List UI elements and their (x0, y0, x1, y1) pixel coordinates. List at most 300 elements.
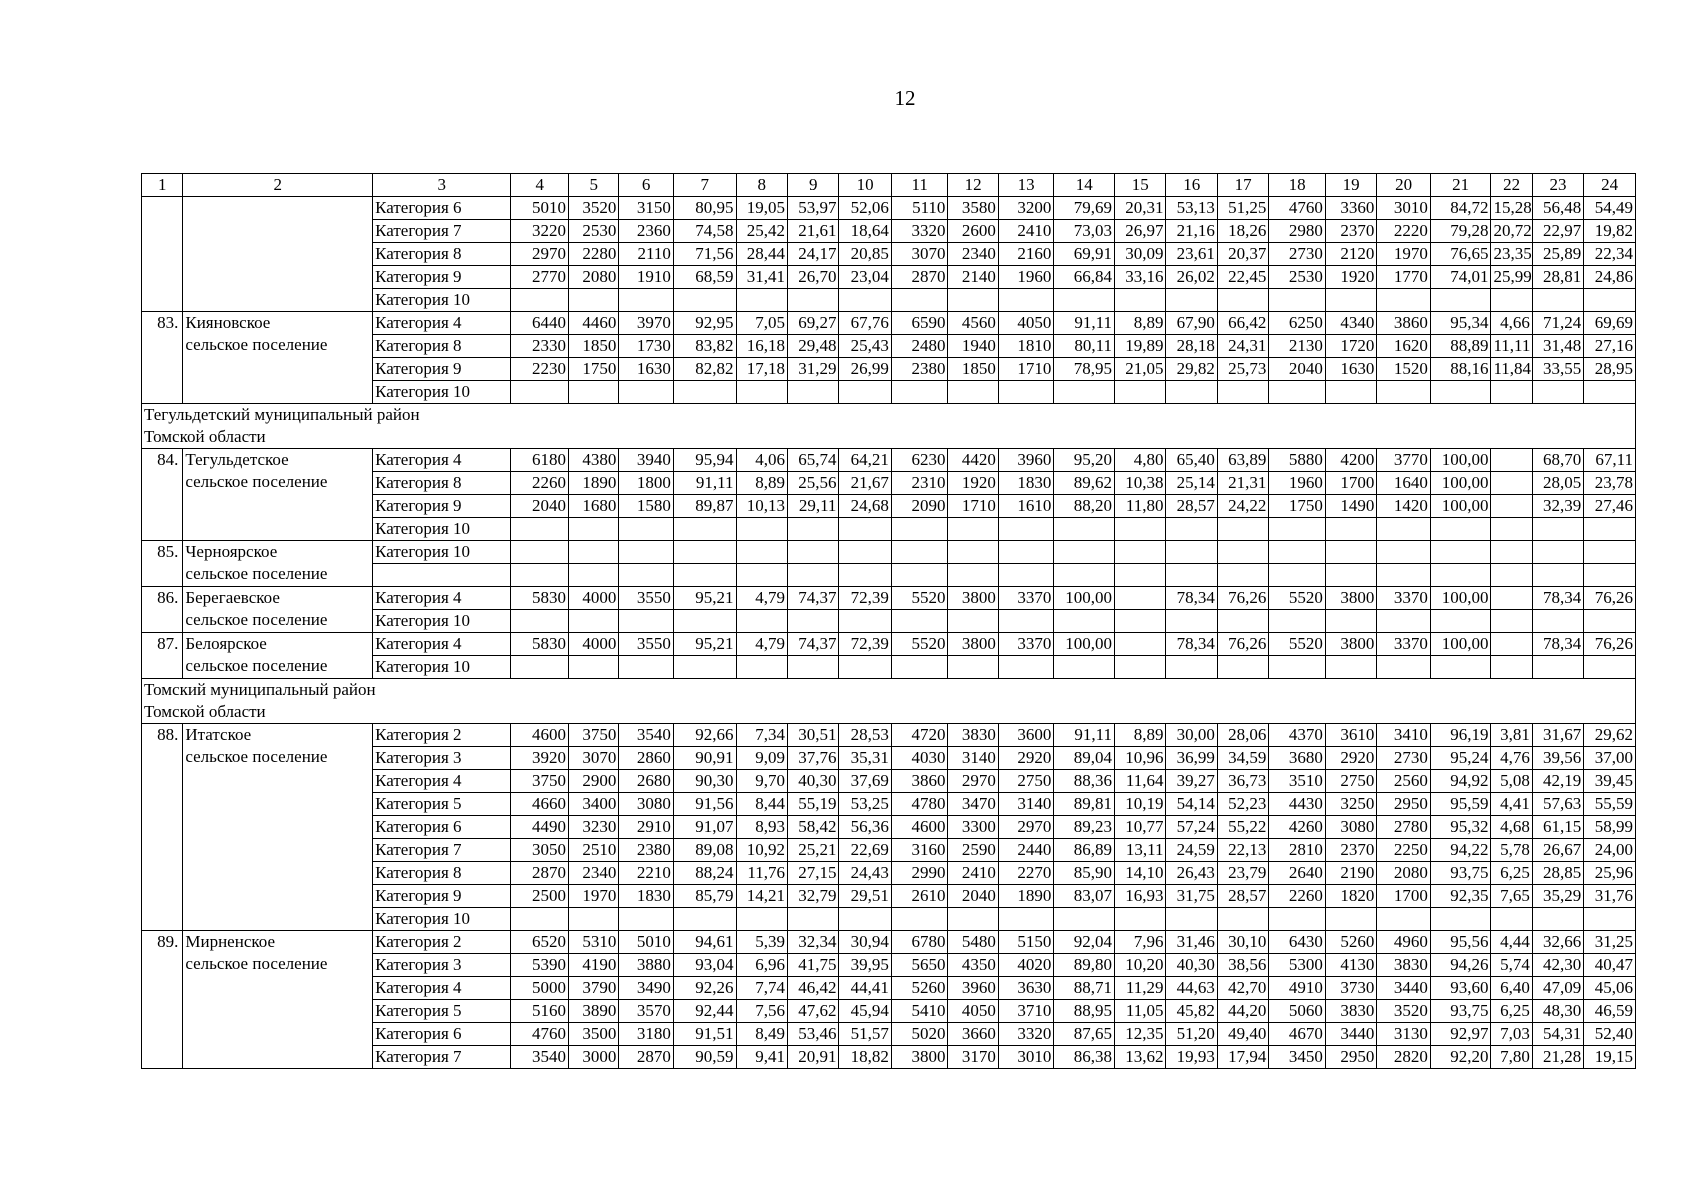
value-cell: 45,94 (839, 1000, 891, 1023)
value-cell: 2510 (568, 839, 618, 862)
value-cell: 94,92 (1430, 770, 1491, 793)
value-cell: 28,85 (1532, 862, 1583, 885)
settlement-name (183, 197, 373, 312)
value-cell: 82,82 (673, 358, 736, 381)
value-cell (1114, 289, 1165, 312)
value-cell (1166, 381, 1217, 404)
value-cell: 72,39 (839, 633, 891, 656)
value-cell: 89,62 (1054, 472, 1115, 495)
value-cell: 5830 (511, 633, 569, 656)
category-cell: Категория 6 (373, 816, 511, 839)
value-cell: 2870 (511, 862, 569, 885)
category-cell: Категория 10 (373, 541, 511, 564)
value-cell: 33,55 (1532, 358, 1583, 381)
value-cell (1532, 908, 1583, 931)
value-cell (1325, 908, 1376, 931)
column-header-1: 1 (142, 174, 183, 197)
value-cell: 4,44 (1491, 931, 1532, 954)
value-cell: 36,73 (1217, 770, 1268, 793)
value-cell: 1680 (568, 495, 618, 518)
value-cell: 6440 (511, 312, 569, 335)
value-cell: 13,62 (1114, 1046, 1165, 1069)
value-cell: 40,30 (787, 770, 838, 793)
value-cell: 3890 (568, 1000, 618, 1023)
value-cell: 31,76 (1584, 885, 1636, 908)
value-cell: 45,06 (1584, 977, 1636, 1000)
value-cell: 20,37 (1217, 243, 1268, 266)
value-cell: 93,04 (673, 954, 736, 977)
value-cell: 3490 (619, 977, 674, 1000)
value-cell: 95,21 (673, 587, 736, 610)
value-cell: 3520 (568, 197, 618, 220)
value-cell (568, 518, 618, 541)
value-cell: 65,74 (787, 449, 838, 472)
value-cell: 29,11 (787, 495, 838, 518)
value-cell (1491, 472, 1532, 495)
value-cell: 2950 (1325, 1046, 1376, 1069)
value-cell: 5000 (511, 977, 569, 1000)
value-cell: 72,39 (839, 587, 891, 610)
value-cell: 29,62 (1584, 724, 1636, 747)
value-cell: 4340 (1325, 312, 1376, 335)
value-cell: 100,00 (1430, 633, 1491, 656)
value-cell: 3860 (891, 770, 948, 793)
value-cell (1325, 541, 1376, 564)
value-cell: 22,45 (1217, 266, 1268, 289)
value-cell (1532, 610, 1583, 633)
value-cell: 17,94 (1217, 1046, 1268, 1069)
value-cell: 18,26 (1217, 220, 1268, 243)
value-cell: 4190 (568, 954, 618, 977)
value-cell: 1770 (1377, 266, 1431, 289)
category-cell: Категория 6 (373, 1023, 511, 1046)
value-cell (948, 518, 998, 541)
settlement-name: Берегаевское сельское поселение (183, 587, 373, 633)
value-cell: 4960 (1377, 931, 1431, 954)
value-cell: 87,65 (1054, 1023, 1115, 1046)
value-cell (1217, 656, 1268, 679)
value-cell: 1970 (568, 885, 618, 908)
value-cell: 57,63 (1532, 793, 1583, 816)
value-cell: 85,90 (1054, 862, 1115, 885)
value-cell (839, 656, 891, 679)
value-cell: 6180 (511, 449, 569, 472)
value-cell (736, 908, 787, 931)
category-cell (373, 564, 511, 587)
value-cell: 1610 (998, 495, 1054, 518)
value-cell: 80,11 (1054, 335, 1115, 358)
value-cell: 1960 (998, 266, 1054, 289)
value-cell (1325, 564, 1376, 587)
value-cell: 78,34 (1532, 633, 1583, 656)
value-cell (1166, 908, 1217, 931)
settlement-name: Белоярское сельское поселение (183, 633, 373, 679)
value-cell: 5520 (1269, 587, 1326, 610)
value-cell: 28,57 (1166, 495, 1217, 518)
value-cell (998, 564, 1054, 587)
value-cell: 26,43 (1166, 862, 1217, 885)
value-cell: 90,91 (673, 747, 736, 770)
value-cell: 3160 (891, 839, 948, 862)
value-cell: 2910 (619, 816, 674, 839)
value-cell: 3080 (619, 793, 674, 816)
value-cell: 3960 (948, 977, 998, 1000)
value-cell: 86,38 (1054, 1046, 1115, 1069)
value-cell: 19,89 (1114, 335, 1165, 358)
value-cell: 2610 (891, 885, 948, 908)
value-cell (1377, 541, 1431, 564)
column-header-16: 16 (1166, 174, 1217, 197)
value-cell: 68,70 (1532, 449, 1583, 472)
value-cell (1430, 656, 1491, 679)
table-row (142, 541, 1636, 564)
value-cell (891, 656, 948, 679)
value-cell: 23,78 (1584, 472, 1636, 495)
category-cell: Категория 7 (373, 1046, 511, 1069)
value-cell (998, 289, 1054, 312)
value-cell: 1700 (1377, 885, 1431, 908)
value-cell (1532, 381, 1583, 404)
value-cell: 78,95 (1054, 358, 1115, 381)
value-cell: 3960 (998, 449, 1054, 472)
value-cell: 54,14 (1166, 793, 1217, 816)
value-cell: 69,69 (1584, 312, 1636, 335)
value-cell: 67,90 (1166, 312, 1217, 335)
value-cell (1166, 289, 1217, 312)
value-cell: 5480 (948, 931, 998, 954)
value-cell: 91,11 (673, 472, 736, 495)
value-cell (891, 289, 948, 312)
value-cell: 31,48 (1532, 335, 1583, 358)
value-cell: 1850 (568, 335, 618, 358)
value-cell: 21,05 (1114, 358, 1165, 381)
value-cell: 10,92 (736, 839, 787, 862)
value-cell: 3050 (511, 839, 569, 862)
category-cell: Категория 4 (373, 587, 511, 610)
value-cell (619, 908, 674, 931)
value-cell: 3370 (998, 587, 1054, 610)
value-cell: 40,47 (1584, 954, 1636, 977)
value-cell: 1490 (1325, 495, 1376, 518)
value-cell: 4,06 (736, 449, 787, 472)
entry-number: 85. (142, 541, 183, 587)
value-cell: 92,26 (673, 977, 736, 1000)
value-cell (1491, 587, 1532, 610)
value-cell: 23,61 (1166, 243, 1217, 266)
value-cell: 52,23 (1217, 793, 1268, 816)
column-header-7: 7 (673, 174, 736, 197)
value-cell: 1640 (1377, 472, 1431, 495)
value-cell: 48,30 (1532, 1000, 1583, 1023)
value-cell (1491, 564, 1532, 587)
settlement-name: Черноярское сельское поселение (183, 541, 373, 587)
value-cell (1054, 289, 1115, 312)
column-header-19: 19 (1325, 174, 1376, 197)
value-cell (1166, 564, 1217, 587)
value-cell: 23,35 (1491, 243, 1532, 266)
value-cell: 3660 (948, 1023, 998, 1046)
value-cell: 3800 (1325, 633, 1376, 656)
value-cell: 10,38 (1114, 472, 1165, 495)
value-cell: 31,29 (787, 358, 838, 381)
category-cell: Категория 8 (373, 335, 511, 358)
value-cell: 89,80 (1054, 954, 1115, 977)
value-cell: 6,25 (1491, 1000, 1532, 1023)
value-cell: 1730 (619, 335, 674, 358)
value-cell: 95,24 (1430, 747, 1491, 770)
value-cell (619, 564, 674, 587)
value-cell: 3940 (619, 449, 674, 472)
value-cell: 88,71 (1054, 977, 1115, 1000)
value-cell: 2140 (948, 266, 998, 289)
value-cell: 20,72 (1491, 220, 1532, 243)
value-cell: 95,20 (1054, 449, 1115, 472)
value-cell (891, 518, 948, 541)
value-cell: 90,30 (673, 770, 736, 793)
value-cell: 1620 (1377, 335, 1431, 358)
value-cell: 2410 (998, 220, 1054, 243)
value-cell: 28,95 (1584, 358, 1636, 381)
value-cell (1114, 381, 1165, 404)
value-cell: 42,70 (1217, 977, 1268, 1000)
value-cell: 3580 (948, 197, 998, 220)
value-cell: 3370 (1377, 633, 1431, 656)
value-cell: 5830 (511, 587, 569, 610)
value-cell: 95,21 (673, 633, 736, 656)
value-cell: 31,75 (1166, 885, 1217, 908)
value-cell (736, 518, 787, 541)
value-cell: 24,31 (1217, 335, 1268, 358)
value-cell: 90,59 (673, 1046, 736, 1069)
category-cell: Категория 5 (373, 793, 511, 816)
value-cell: 69,27 (787, 312, 838, 335)
value-cell: 83,07 (1054, 885, 1115, 908)
value-cell: 4670 (1269, 1023, 1326, 1046)
category-cell: Категория 9 (373, 358, 511, 381)
value-cell: 24,00 (1584, 839, 1636, 862)
value-cell: 4050 (948, 1000, 998, 1023)
value-cell: 25,43 (839, 335, 891, 358)
value-cell (948, 908, 998, 931)
value-cell: 3470 (948, 793, 998, 816)
value-cell: 4460 (568, 312, 618, 335)
value-cell (1584, 289, 1636, 312)
value-cell: 44,41 (839, 977, 891, 1000)
value-cell (1377, 518, 1431, 541)
value-cell (891, 610, 948, 633)
value-cell (1584, 908, 1636, 931)
value-cell: 25,99 (1491, 266, 1532, 289)
value-cell: 30,94 (839, 931, 891, 954)
value-cell (998, 656, 1054, 679)
value-cell (1491, 633, 1532, 656)
value-cell: 2560 (1377, 770, 1431, 793)
value-cell: 2250 (1377, 839, 1431, 862)
value-cell: 91,11 (1054, 724, 1115, 747)
value-cell (568, 289, 618, 312)
value-cell: 4030 (891, 747, 948, 770)
value-cell: 85,79 (673, 885, 736, 908)
value-cell (1325, 518, 1376, 541)
value-cell: 2230 (511, 358, 569, 381)
value-cell: 88,89 (1430, 335, 1491, 358)
value-cell: 2190 (1325, 862, 1376, 885)
value-cell: 5,39 (736, 931, 787, 954)
value-cell: 2860 (619, 747, 674, 770)
value-cell: 88,20 (1054, 495, 1115, 518)
value-cell: 53,46 (787, 1023, 838, 1046)
value-cell (673, 289, 736, 312)
value-cell (1584, 518, 1636, 541)
value-cell: 3750 (511, 770, 569, 793)
value-cell: 14,21 (736, 885, 787, 908)
value-cell (1114, 541, 1165, 564)
value-cell: 93,75 (1430, 862, 1491, 885)
value-cell: 7,03 (1491, 1023, 1532, 1046)
value-cell (736, 289, 787, 312)
value-cell (1584, 564, 1636, 587)
value-cell: 4,80 (1114, 449, 1165, 472)
value-cell: 21,61 (787, 220, 838, 243)
value-cell: 89,87 (673, 495, 736, 518)
value-cell: 6590 (891, 312, 948, 335)
value-cell: 3510 (1269, 770, 1326, 793)
value-cell: 5650 (891, 954, 948, 977)
value-cell (787, 656, 838, 679)
value-cell: 3680 (1269, 747, 1326, 770)
column-header-3: 3 (373, 174, 511, 197)
value-cell: 91,56 (673, 793, 736, 816)
value-cell: 8,49 (736, 1023, 787, 1046)
value-cell: 23,04 (839, 266, 891, 289)
value-cell: 2370 (1325, 220, 1376, 243)
value-cell: 25,96 (1584, 862, 1636, 885)
category-cell: Категория 10 (373, 908, 511, 931)
column-header-15: 15 (1114, 174, 1165, 197)
value-cell (1217, 518, 1268, 541)
value-cell: 3070 (568, 747, 618, 770)
value-cell: 3140 (948, 747, 998, 770)
value-cell: 63,89 (1217, 449, 1268, 472)
value-cell: 2770 (511, 266, 569, 289)
value-cell: 10,77 (1114, 816, 1165, 839)
value-cell: 5110 (891, 197, 948, 220)
value-cell: 5020 (891, 1023, 948, 1046)
value-cell: 6,40 (1491, 977, 1532, 1000)
value-cell: 3790 (568, 977, 618, 1000)
value-cell: 16,93 (1114, 885, 1165, 908)
value-cell: 10,19 (1114, 793, 1165, 816)
value-cell (1269, 518, 1326, 541)
column-header-12: 12 (948, 174, 998, 197)
value-cell (839, 564, 891, 587)
value-cell: 31,46 (1166, 931, 1217, 954)
value-cell (1269, 541, 1326, 564)
value-cell: 5520 (1269, 633, 1326, 656)
value-cell: 2780 (1377, 816, 1431, 839)
value-cell: 3360 (1325, 197, 1376, 220)
value-cell: 6230 (891, 449, 948, 472)
value-cell: 2340 (948, 243, 998, 266)
value-cell: 78,34 (1532, 587, 1583, 610)
value-cell: 2640 (1269, 862, 1326, 885)
value-cell: 100,00 (1054, 633, 1115, 656)
column-header-23: 23 (1532, 174, 1583, 197)
value-cell: 55,19 (787, 793, 838, 816)
value-cell: 7,34 (736, 724, 787, 747)
value-cell (511, 518, 569, 541)
value-cell: 24,86 (1584, 266, 1636, 289)
value-cell: 3220 (511, 220, 569, 243)
value-cell (673, 518, 736, 541)
value-cell: 1810 (998, 335, 1054, 358)
value-cell: 42,19 (1532, 770, 1583, 793)
value-cell (568, 541, 618, 564)
value-cell: 11,76 (736, 862, 787, 885)
value-cell: 20,31 (1114, 197, 1165, 220)
value-cell (948, 289, 998, 312)
value-cell (948, 541, 998, 564)
value-cell: 2260 (1269, 885, 1326, 908)
value-cell: 3440 (1377, 977, 1431, 1000)
value-cell: 38,56 (1217, 954, 1268, 977)
value-cell: 3070 (891, 243, 948, 266)
value-cell (1114, 656, 1165, 679)
value-cell: 25,21 (787, 839, 838, 862)
value-cell: 3500 (568, 1023, 618, 1046)
value-cell (568, 908, 618, 931)
value-cell: 11,05 (1114, 1000, 1165, 1023)
value-cell (1491, 518, 1532, 541)
column-header-18: 18 (1269, 174, 1326, 197)
value-cell: 34,59 (1217, 747, 1268, 770)
value-cell: 2270 (998, 862, 1054, 885)
value-cell (1217, 541, 1268, 564)
value-cell: 3880 (619, 954, 674, 977)
value-cell: 5,08 (1491, 770, 1532, 793)
value-cell: 2920 (998, 747, 1054, 770)
value-cell: 4600 (891, 816, 948, 839)
value-cell: 44,63 (1166, 977, 1217, 1000)
value-cell: 4200 (1325, 449, 1376, 472)
value-cell: 6250 (1269, 312, 1326, 335)
value-cell: 2820 (1377, 1046, 1431, 1069)
value-cell: 2440 (998, 839, 1054, 862)
value-cell: 1920 (1325, 266, 1376, 289)
value-cell: 4,66 (1491, 312, 1532, 335)
value-cell: 74,58 (673, 220, 736, 243)
value-cell: 1890 (568, 472, 618, 495)
value-cell (1269, 289, 1326, 312)
value-cell: 1910 (619, 266, 674, 289)
value-cell: 91,51 (673, 1023, 736, 1046)
value-cell (511, 541, 569, 564)
value-cell: 15,28 (1491, 197, 1532, 220)
value-cell: 2120 (1325, 243, 1376, 266)
value-cell: 11,84 (1491, 358, 1532, 381)
value-cell: 3830 (1377, 954, 1431, 977)
value-cell (568, 381, 618, 404)
value-cell: 92,35 (1430, 885, 1491, 908)
value-cell (948, 656, 998, 679)
value-cell (787, 564, 838, 587)
value-cell: 2530 (568, 220, 618, 243)
value-cell: 79,69 (1054, 197, 1115, 220)
value-cell: 4050 (998, 312, 1054, 335)
value-cell: 19,15 (1584, 1046, 1636, 1069)
value-cell (1114, 518, 1165, 541)
value-cell (1054, 656, 1115, 679)
